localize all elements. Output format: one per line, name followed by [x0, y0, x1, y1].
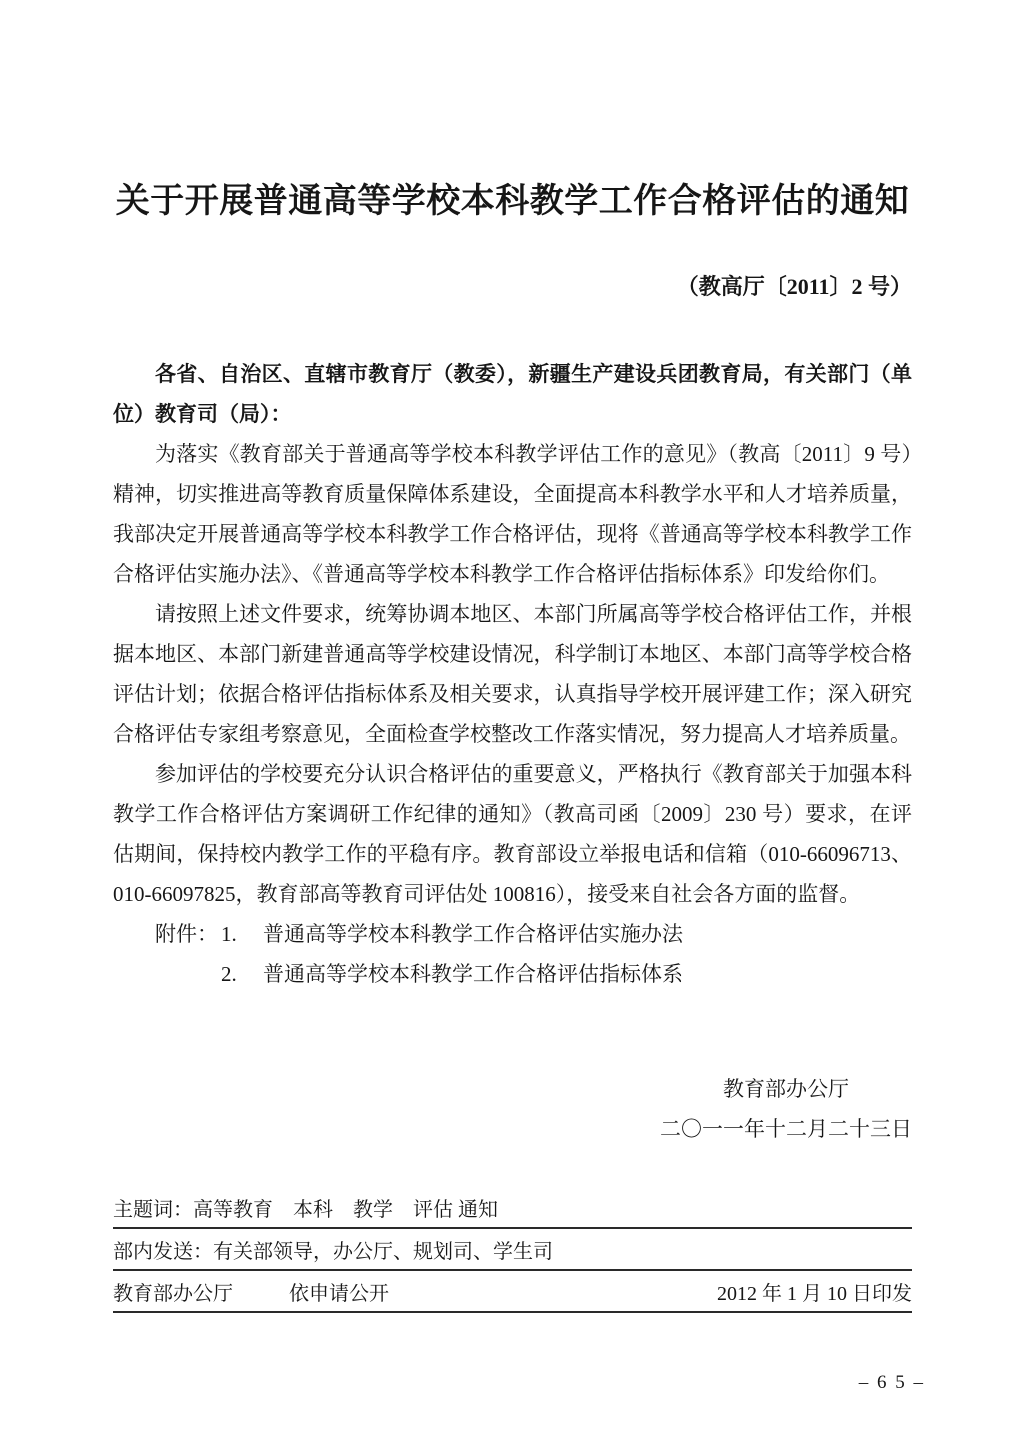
signature-issuer: 教育部办公厅 [723, 1077, 849, 1101]
attachment-item-number: 2. [221, 962, 237, 986]
body-paragraph-2: 请按照上述文件要求，统筹协调本地区、本部门所属高等学校合格评估工作，并根据本地区、本部门新建普通高等学校建设情况，科学制订本地区、本部门高等学校合格评估计划；依据合格评估指标体系及相关要求，认真指导学校开展评建工作；深入研究合格评估专家组考察意见，全面检查学校整改工作落实情况，努力提高人才培养质量。 [113, 602, 912, 746]
attachment-item-text: 普通高等学校本科教学工作合格评估实施办法 [263, 922, 683, 946]
document-title: 关于开展普通高等学校本科教学工作合格评估的通知 [115, 182, 910, 220]
distribution-label: 部内发送： [113, 1240, 213, 1263]
page-number: – 6 5 – [858, 1372, 925, 1393]
distribution-row [113, 1229, 912, 1271]
subject-row [113, 1187, 912, 1229]
attachment-item [155, 954, 912, 994]
salutation: 各省、自治区、直辖市教育厅（教委），新疆生产建设兵团教育局，有关部门（单位）教育司（局）： [113, 362, 912, 426]
document-body [113, 354, 912, 994]
body-paragraph-1: 为落实《教育部关于普通高等学校本科教学评估工作的意见》（教高〔2011〕9 号）精神，切实推进高等教育质量保障体系建设，全面提高本科教学水平和人才培养质量，我部决定开展普通高等学校本科教学工作合格评估，现将《普通高等学校本科教学工作合格评估实施办法》、《普通高等学校本科教学工作合格评估指标体系》印发给你们。 [113, 442, 912, 586]
document-number: （教高厅〔2011〕2 号） [676, 274, 912, 299]
attachment-item-text: 普通高等学校本科教学工作合格评估指标体系 [263, 962, 683, 986]
disclosure-status: 依申请公开 [289, 1282, 389, 1305]
attachments-label-spacer [155, 954, 221, 994]
signature-date: 二〇一一年十二月二十三日 [660, 1117, 912, 1141]
distribution-text: 有关部领导，办公厅、规划司、学生司 [213, 1240, 553, 1263]
subject-terms: 高等教育 本科 教学 评估 通知 [193, 1198, 498, 1221]
attachments-label: 附件： [155, 922, 218, 946]
signature-block [113, 1069, 912, 1149]
attachment-item-number: 1. [221, 922, 237, 946]
body-paragraph-3: 参加评估的学校要充分认识合格评估的重要意义，严格执行《教育部关于加强本科教学工作合格评估方案调研工作纪律的通知》（教高司函〔2009〕230 号）要求，在评估期间，保持校内教学工作的平稳有序。教育部设立举报电话和信箱（010-66096713、010-66097825，教育部高等教育司评估处 100816），接受来自社会各方面的监督。 [113, 762, 912, 906]
subject-label: 主题词： [113, 1198, 193, 1221]
attachments-list [113, 914, 912, 994]
attachment-item [155, 914, 912, 954]
signature-inner [660, 1069, 912, 1149]
print-date: 2012 年 1 月 10 日印发 [717, 1282, 912, 1305]
document-footer [113, 1187, 912, 1313]
issuing-office: 教育部办公厅 [113, 1282, 233, 1305]
colophon-row [113, 1271, 912, 1313]
